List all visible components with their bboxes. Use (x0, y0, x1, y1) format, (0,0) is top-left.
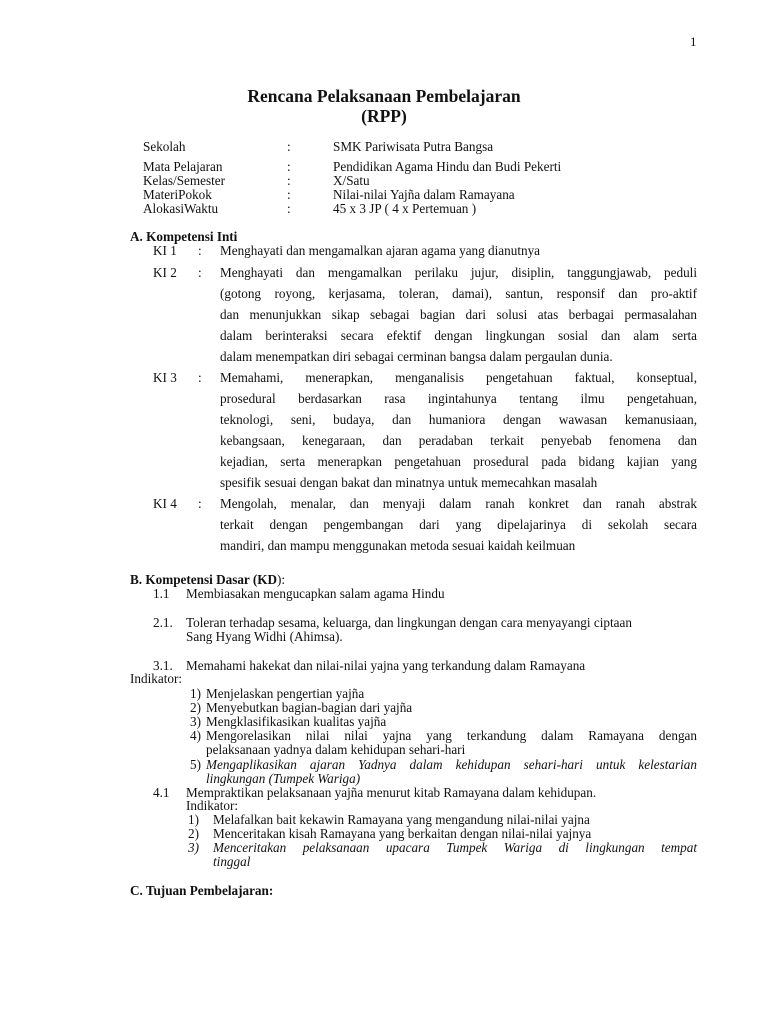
ki-text: mandiri, dan mampu menggunakan metoda sesuai kaidah keilmuan (220, 538, 576, 553)
ki-text: Menghayati dan mengamalkan ajaran agama yang dianutnya (220, 243, 541, 258)
kd-text: Toleran terhadap sesama, keluarga, dan lingkungan dengan cara menyayangi ciptaan (186, 615, 632, 630)
kd-number: 3.1. (153, 658, 173, 673)
kd-text: Membiasakan mengucapkan salam agama Hindu (186, 586, 445, 601)
kd-text: Mempraktikan pelaksanaan yajña menurut kitab Ramayana dalam kehidupan. (186, 785, 597, 800)
ki-text: (gotong royong, kerjasama, toleran, damai), santun, responsif dan pro-aktif (220, 286, 697, 301)
ki-text: dalam berinteraksi secara efektif dengan lingkungan sosial dan alam serta (220, 328, 697, 343)
ki-text: kejadian, serta menerapkan pengetahuan prosedural pada bidang kajian yang (220, 454, 697, 469)
identity-value: 45 x 3 JP ( 4 x Pertemuan ) (333, 201, 477, 216)
section-heading-b-rest: ): (277, 572, 286, 587)
identity-label: MateriPokok (143, 187, 212, 202)
indikator-text: lingkungan (Tumpek Wariga) (206, 771, 361, 786)
kd-text: Memahami hakekat dan nilai-nilai yajna yang terkandung dalam Ramayana (186, 658, 586, 673)
indikator-text: Menjelaskan pengertian yajña (206, 686, 365, 701)
kd-number: 4.1 (153, 785, 170, 800)
identity-value: Pendidikan Agama Hindu dan Budi Pekerti (333, 159, 562, 174)
section-heading-a: A. Kompetensi Inti (130, 229, 238, 244)
kd-number: 2.1. (153, 615, 173, 630)
identity-label: Mata Pelajaran (143, 159, 223, 174)
indikator-number: 3) (190, 714, 201, 729)
identity-sep: : (287, 159, 291, 174)
ki-sep: : (198, 496, 202, 511)
indikator-label: Indikator: (186, 798, 239, 813)
indikator-text: Melafalkan bait kekawin Ramayana yang mengandung nilai-nilai yajna (213, 812, 590, 827)
ki-code: KI 2 (153, 265, 177, 280)
ki-text: dalam menempatkan diri sebagai cerminan bangsa dalam pergaulan dunia. (220, 349, 613, 364)
document-title: Rencana Pelaksanaan Pembelajaran (247, 86, 521, 106)
indikator-text: Mengorelasikan nilai nilai yajna yang terkandung dalam Ramayana dengan (206, 728, 697, 743)
indikator-text: Menceritakan kisah Ramayana yang berkaitan dengan nilai-nilai yajnya (213, 826, 592, 841)
indikator-number: 2) (188, 826, 199, 841)
kd-number: 1.1 (153, 586, 170, 601)
ki-sep: : (198, 243, 202, 258)
identity-value: X/Satu (333, 173, 370, 188)
identity-sep: : (287, 173, 291, 188)
ki-code: KI 1 (153, 243, 177, 258)
section-heading-b-bold: B. Kompetensi Dasar (KD (130, 572, 278, 587)
ki-code: KI 3 (153, 370, 177, 385)
indikator-text: Menyebutkan bagian-bagian dari yajña (206, 700, 413, 715)
indikator-text: pelaksanaan yadnya dalam kehidupan sehari-hari (206, 742, 466, 757)
identity-sep: : (287, 201, 291, 216)
indikator-number: 3) (188, 840, 199, 855)
ki-text: terkait dengan pengembangan dari yang dipelajarinya di sekolah secara (220, 517, 697, 532)
indikator-label: Indikator: (130, 671, 183, 686)
identity-sep: : (287, 139, 291, 154)
identity-sep: : (287, 187, 291, 202)
section-heading-c: C. Tujuan Pembelajaran: (130, 883, 274, 898)
ki-text: prosedural berdasarkan rasa ingintahunya tentang ilmu pengetahuan, (220, 391, 697, 406)
identity-label: Sekolah (143, 139, 186, 154)
ki-text: Mengolah, menalar, dan menyaji dalam ranah konkret dan ranah abstrak (220, 496, 697, 511)
ki-sep: : (198, 370, 202, 385)
indikator-text: tinggal (213, 854, 251, 869)
indikator-text: Mengaplikasikan ajaran Yadnya dalam kehidupan sehari-hari untuk kelestarian (206, 757, 697, 772)
ki-text: Menghayati dan mengamalkan perilaku jujur, disiplin, tanggungjawab, peduli (220, 265, 697, 280)
indikator-number: 5) (190, 757, 201, 772)
ki-text: dan menunjukkan sikap sebagai bagian dari solusi atas berbagai permasalahan (220, 307, 697, 322)
identity-label: AlokasiWaktu (143, 201, 219, 216)
kd-text: Sang Hyang Widhi (Ahimsa). (186, 629, 343, 644)
ki-sep: : (198, 265, 202, 280)
ki-text: spesifik sesuai dengan bakat dan minatnya untuk memecahkan masalah (220, 475, 598, 490)
document-subtitle: (RPP) (361, 106, 407, 126)
identity-value: Nilai-nilai Yajña dalam Ramayana (333, 187, 515, 202)
ki-text: kebangsaan, kenegaraan, dan peradaban terkait penyebab fenomena dan (220, 433, 697, 448)
indikator-number: 2) (190, 700, 201, 715)
identity-label: Kelas/Semester (143, 173, 226, 188)
indikator-number: 4) (190, 728, 201, 743)
page-number: 1 (690, 34, 697, 49)
identity-value: SMK Pariwisata Putra Bangsa (333, 139, 494, 154)
ki-code: KI 4 (153, 496, 177, 511)
indikator-number: 1) (188, 812, 199, 827)
ki-text: Memahami, menerapkan, menganalisis pengetahuan faktual, konseptual, (220, 370, 697, 385)
ki-text: teknologi, seni, budaya, dan humaniora dengan wawasan kemanusiaan, (220, 412, 697, 427)
indikator-number: 1) (190, 686, 201, 701)
indikator-text: Menceritakan pelaksanaan upacara Tumpek Wariga di lingkungan tempat (213, 840, 697, 855)
indikator-text: Mengklasifikasikan kualitas yajña (206, 714, 387, 729)
